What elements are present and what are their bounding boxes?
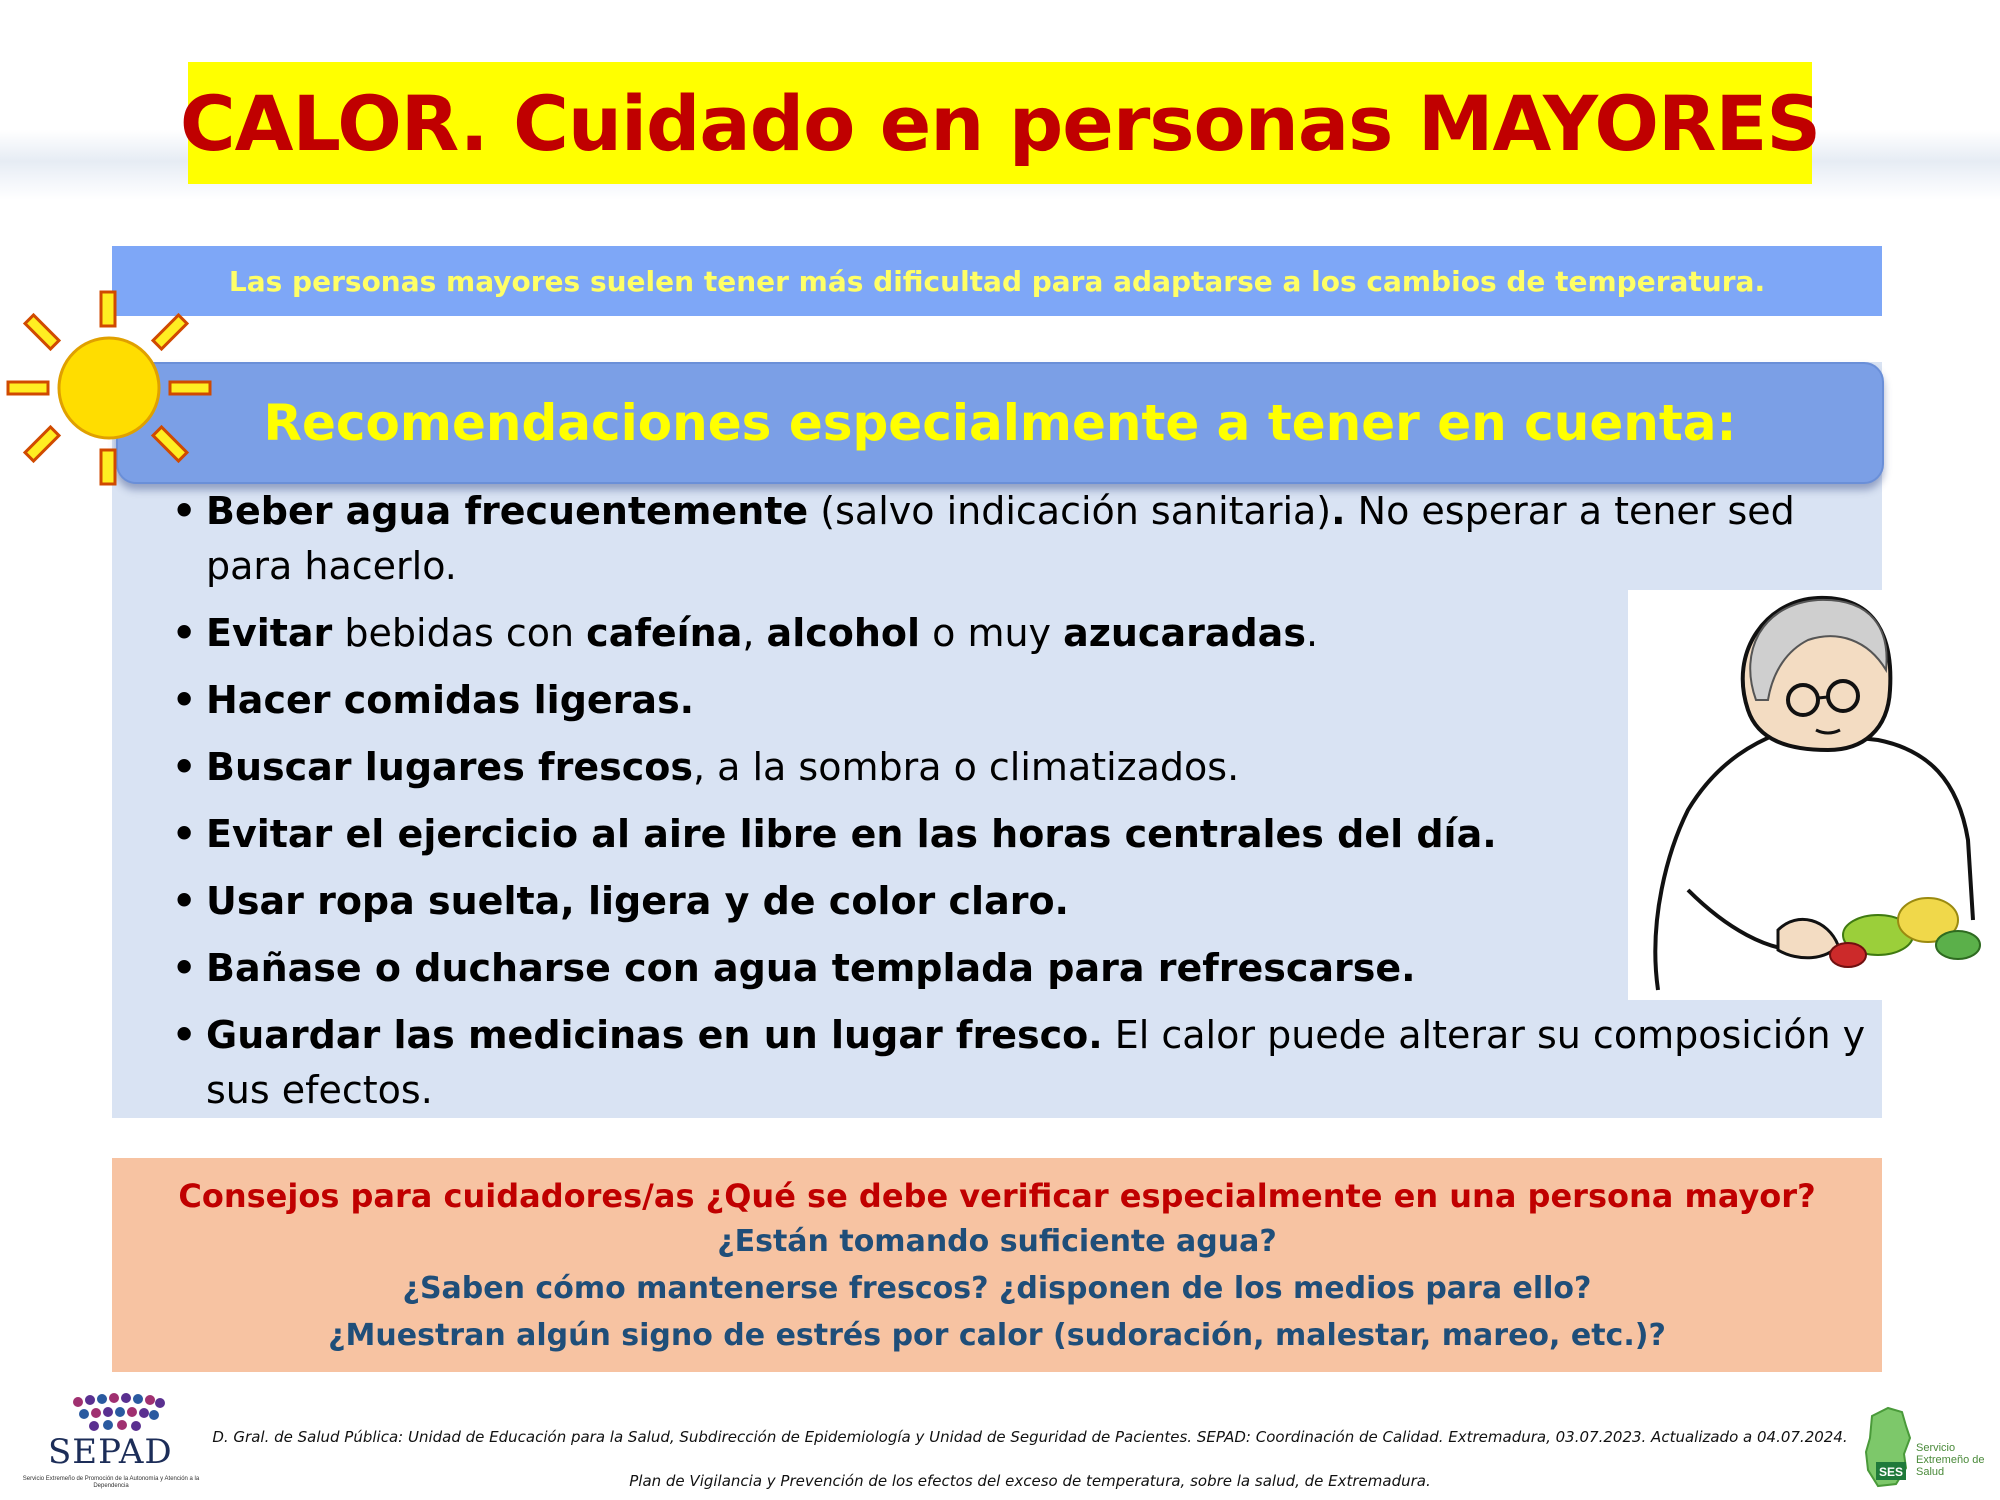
intro-text: Las personas mayores suelen tener más dificultad para adaptarse a los cambios de temperatura.: [228, 264, 1766, 298]
list-item: • Buscar lugares frescos, a la sombra o climatizados.: [172, 745, 1240, 789]
caregivers-box: [112, 1158, 1882, 1372]
sepad-subtitle: Servicio Extremeño de Promoción de la Autonomía y Atención a la Dependencia: [22, 1476, 200, 1489]
list-item: • Beber agua frecuentemente (salvo indicación sanitaria). No esperar a tener sed para hacerlo.: [172, 489, 1795, 588]
caregivers-question: ¿Muestran algún signo de estrés por calor (sudoración, malestar, mareo, etc.)?: [328, 1318, 1666, 1353]
sepad-name: SEPAD: [48, 1432, 173, 1472]
sun-icon: [4, 288, 214, 488]
title-banner: [179, 62, 1821, 184]
footer-plan: Plan de Vigilancia y Prevención de los efectos del exceso de temperatura, sobre la salud, de Extremadura.: [629, 1472, 1431, 1490]
list-item: • Bañase o ducharse con agua templada para refrescarse.: [172, 946, 1416, 990]
recommendations-header: [116, 362, 1884, 484]
list-item: • Evitar el ejercicio al aire libre en las horas centrales del día.: [172, 812, 1497, 856]
sepad-logo: [18, 1392, 204, 1492]
recommendations-list: [160, 484, 1880, 1130]
caregivers-title: Consejos para cuidadores/as ¿Qué se debe verificar especialmente en una persona mayor?: [178, 1177, 1816, 1215]
intro-bar: [112, 246, 1882, 316]
ses-abbr: SES: [1878, 1465, 1904, 1479]
list-item: • Usar ropa suelta, ligera y de color claro.: [172, 879, 1069, 923]
list-item: • Evitar bebidas con cafeína, alcohol o muy azucaradas.: [172, 611, 1319, 655]
list-item: • Guardar las medicinas en un lugar fresco. El calor puede alterar su composición y sus efectos.: [172, 1013, 1866, 1112]
ses-name: Servicio Extremeño de Salud: [1916, 1442, 1985, 1478]
recommendations-header-text: Recomendaciones especialmente a tener en cuenta:: [263, 394, 1737, 452]
elderly-man-illustration: [1628, 590, 1988, 1000]
caregivers-question: ¿Saben cómo mantenerse frescos? ¿disponen de los medios para ello?: [402, 1271, 1592, 1306]
page-title: CALOR. Cuidado en personas MAYORES: [179, 78, 1821, 168]
ses-logo: [1858, 1398, 1992, 1490]
list-item: • Hacer comidas ligeras.: [172, 678, 695, 722]
footer-credit: D. Gral. de Salud Pública: Unidad de Educación para la Salud, Subdirección de Epidemiología y Unidad de Seguridad de Pacientes. SEPAD: Coordinación de Calidad. Extremadura, 03.07.2023. Actualizado a 04.07.2024.: [212, 1428, 1848, 1446]
caregivers-question: ¿Están tomando suficiente agua?: [717, 1224, 1277, 1259]
